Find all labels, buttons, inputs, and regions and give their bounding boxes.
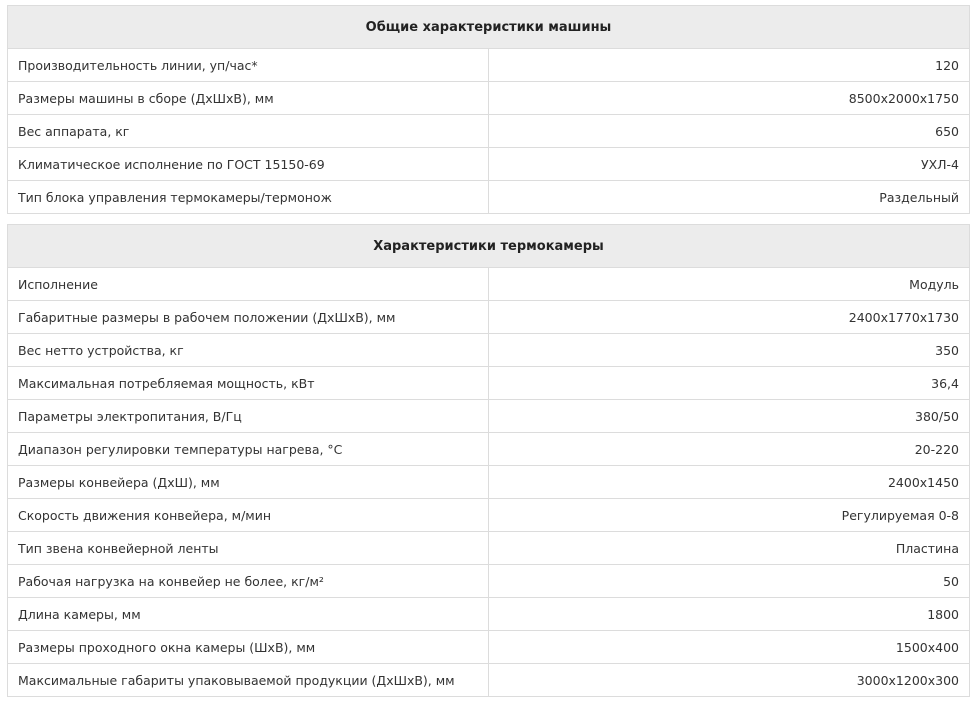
table-row [8,334,970,367]
table-row [8,400,970,433]
table-row [8,598,970,631]
spec-label: Диапазон регулировки температуры нагрева, °С [8,433,489,466]
table-row [8,367,970,400]
spec-value: УХЛ-4 [489,148,970,181]
table-header-row [8,6,970,49]
spec-label: Рабочая нагрузка на конвейер не более, кг/м² [8,565,489,598]
table-row [8,181,970,214]
spec-label: Производительность линии, уп/час* [8,49,489,82]
spec-label: Скорость движения конвейера, м/мин [8,499,489,532]
table-row [8,268,970,301]
spec-label: Вес нетто устройства, кг [8,334,489,367]
spec-label: Тип звена конвейерной ленты [8,532,489,565]
spec-value: 2400x1450 [489,466,970,499]
general-specs-table [7,5,970,214]
spec-value: 20-220 [489,433,970,466]
table-row [8,565,970,598]
spec-label: Размеры машины в сборе (ДхШхВ), мм [8,82,489,115]
table-row [8,631,970,664]
spec-value: 650 [489,115,970,148]
spec-value: 36,4 [489,367,970,400]
spec-label: Габаритные размеры в рабочем положении (ДхШхВ), мм [8,301,489,334]
spec-value: 50 [489,565,970,598]
spec-label: Максимальная потребляемая мощность, кВт [8,367,489,400]
spec-label: Вес аппарата, кг [8,115,489,148]
thermo-chamber-specs-table [7,224,970,697]
table-header-row [8,225,970,268]
table-row [8,466,970,499]
table-row [8,301,970,334]
spec-value: Раздельный [489,181,970,214]
spec-value: 380/50 [489,400,970,433]
spec-label: Тип блока управления термокамеры/термонож [8,181,489,214]
spec-label: Исполнение [8,268,489,301]
spec-label: Размеры конвейера (ДхШ), мм [8,466,489,499]
spec-value: 2400x1770x1730 [489,301,970,334]
table-row [8,664,970,697]
spec-value: Регулируемая 0-8 [489,499,970,532]
spec-label: Максимальные габариты упаковываемой продукции (ДхШхВ), мм [8,664,489,697]
spec-label: Размеры проходного окна камеры (ШхВ), мм [8,631,489,664]
table-row [8,115,970,148]
table-row [8,49,970,82]
spec-value: 1500x400 [489,631,970,664]
spec-value: 120 [489,49,970,82]
general-specs-title: Общие характеристики машины [8,6,970,49]
spec-value: 350 [489,334,970,367]
spec-value: 1800 [489,598,970,631]
spec-label: Длина камеры, мм [8,598,489,631]
spec-value: Пластина [489,532,970,565]
table-row [8,148,970,181]
spec-value: Модуль [489,268,970,301]
spec-value: 3000x1200x300 [489,664,970,697]
table-row [8,82,970,115]
table-row [8,499,970,532]
table-row [8,433,970,466]
spec-label: Параметры электропитания, В/Гц [8,400,489,433]
spec-label: Климатическое исполнение по ГОСТ 15150-69 [8,148,489,181]
thermo-chamber-specs-title: Характеристики термокамеры [8,225,970,268]
table-row [8,532,970,565]
spec-value: 8500x2000x1750 [489,82,970,115]
